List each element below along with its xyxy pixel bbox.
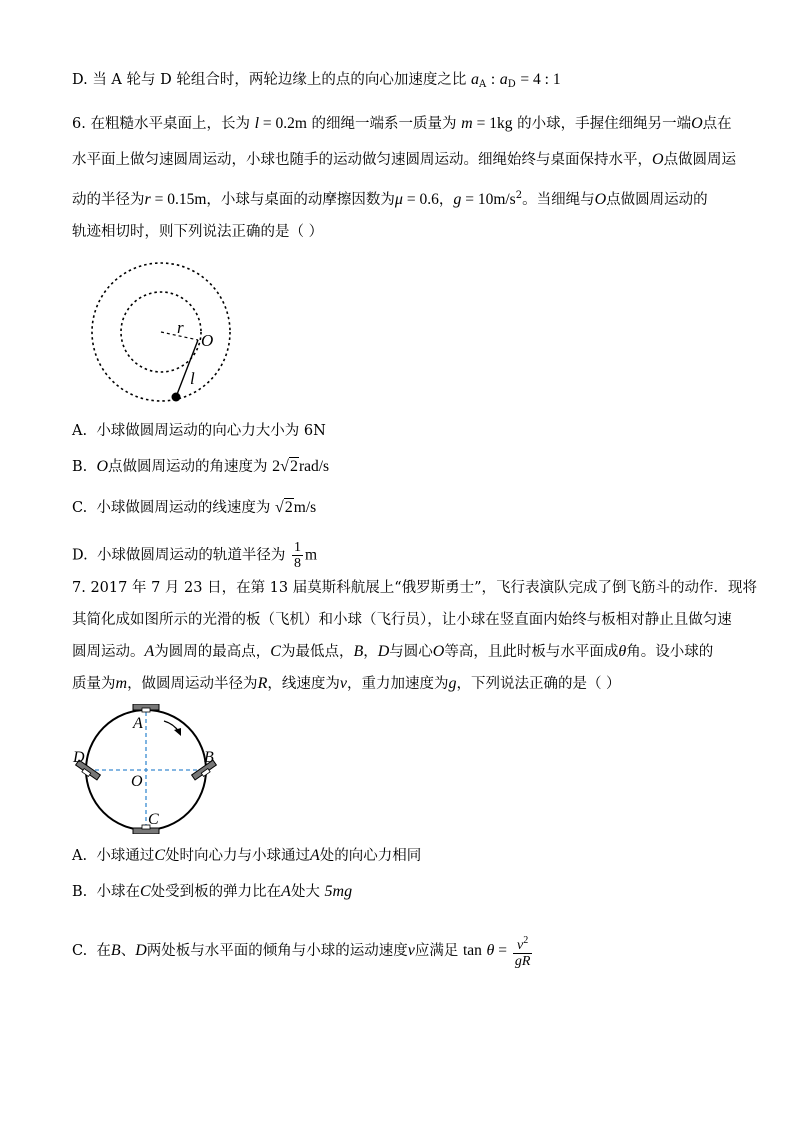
sqrt-expression: 2√2 xyxy=(272,458,298,475)
label-B: B xyxy=(204,749,214,766)
unit: m/s xyxy=(293,499,317,516)
unit: rad/s xyxy=(298,458,330,475)
value: = 10m/s xyxy=(461,191,516,208)
label-O: O xyxy=(131,773,143,790)
denominator: 8 xyxy=(294,556,302,571)
var-O: O xyxy=(432,643,445,660)
text: 7. 2017 年 7 月 23 日，在第 13 届莫斯科航展上“俄罗斯勇士”，飞行表演队完成了倒飞筋斗的动作．现将 xyxy=(72,580,758,596)
text: 应满足 xyxy=(414,943,459,959)
q7-option-c xyxy=(72,933,534,969)
var-m: m xyxy=(115,675,128,692)
text: 在 xyxy=(96,943,111,959)
text: 处大 xyxy=(290,884,320,900)
ratio-value: = 4 : 1 xyxy=(520,71,561,88)
text: 等高，且此时板与水平面成 xyxy=(444,644,619,660)
label-C: C xyxy=(148,811,159,828)
fraction xyxy=(513,933,533,969)
text: ，重力加速度为 xyxy=(346,676,449,692)
text: 小球通过 xyxy=(96,848,155,864)
text: 。当细绳与 xyxy=(522,192,595,208)
q6-option-c xyxy=(72,498,316,518)
q6-line-2 xyxy=(72,150,736,170)
option-label: A. xyxy=(72,848,88,864)
var-v: v xyxy=(407,942,415,959)
arrowhead-icon xyxy=(174,728,181,736)
text: ，线速度为 xyxy=(267,676,340,692)
var-O: O xyxy=(594,191,607,208)
q6-option-b xyxy=(72,457,329,477)
var-A: A xyxy=(281,883,291,900)
var-O: O xyxy=(652,151,664,168)
var-v: v xyxy=(339,675,347,692)
text: ，下列说法正确的是（ ） xyxy=(456,676,621,692)
q6-line-1 xyxy=(72,114,732,134)
label-D: D xyxy=(73,749,85,766)
text: 点做圆周运动的 xyxy=(606,192,708,208)
unit: m xyxy=(305,546,318,564)
text: ，做圆周运动半径为 xyxy=(127,676,258,692)
text: 、 xyxy=(120,943,136,959)
accel-symbol-d: a xyxy=(499,71,508,88)
q6-option-d xyxy=(72,540,317,571)
text: 两处板与水平面的倾角与小球的运动速度 xyxy=(146,943,408,959)
text: ， xyxy=(363,644,378,660)
option-label: A. xyxy=(72,423,88,439)
accel-symbol-a: a xyxy=(470,71,479,88)
var-C: C xyxy=(154,847,165,864)
text: 轨迹相切时，则下列说法正确的是（ ） xyxy=(72,224,324,240)
text: 为圆周的最高点， xyxy=(154,644,271,660)
text: 点在 xyxy=(702,116,732,132)
text: 质量为 xyxy=(72,676,116,692)
prev-option-d xyxy=(72,70,561,95)
superscript: 2 xyxy=(515,190,523,201)
option-text: 点做圆周运动的角速度为 xyxy=(108,459,268,475)
text: 其简化成如图所示的光滑的板（飞机）和小球（飞行员），让小球在竖直面内始终与板相对静止且做匀速 xyxy=(72,612,732,628)
radicand: 2 xyxy=(284,499,293,516)
q7-line-3 xyxy=(72,642,713,662)
text: 角。设小球的 xyxy=(626,644,714,660)
var-theta: θ xyxy=(618,643,627,660)
option-text: 小球做圆周运动的向心力大小为 6N xyxy=(96,423,326,439)
var-g: g xyxy=(453,191,462,208)
equals: = xyxy=(494,942,511,959)
var-O: O xyxy=(691,115,703,132)
text: 处受到板的弹力比在 xyxy=(150,884,282,900)
option-label: C. xyxy=(72,500,88,516)
subscript-a: A xyxy=(478,79,487,90)
superscript: 2 xyxy=(523,935,529,946)
var-D: D xyxy=(135,942,147,959)
var-theta: θ xyxy=(486,942,495,959)
q7-line-1 xyxy=(72,578,757,598)
text: 圆周运动。 xyxy=(72,644,145,660)
value-5mg: 5mg xyxy=(324,883,353,900)
ball xyxy=(172,393,181,402)
numerator: 1 xyxy=(294,540,302,555)
text: 6. 在粗糙水平桌面上，长为 xyxy=(72,116,250,132)
radicand: 2 xyxy=(289,458,298,475)
text: ， xyxy=(438,192,454,208)
text: 点做圆周运 xyxy=(663,152,737,168)
var-O: O xyxy=(96,458,109,475)
var-B: B xyxy=(353,643,364,660)
fraction xyxy=(292,540,303,571)
var-l: l xyxy=(254,115,260,132)
value: = 0.2m xyxy=(259,115,307,132)
label-O: O xyxy=(201,331,214,350)
var-A: A xyxy=(309,847,320,864)
subscript-d: D xyxy=(507,79,516,90)
option-label: C. xyxy=(72,943,88,959)
label-l: l xyxy=(190,369,195,388)
q7-option-b xyxy=(72,882,352,902)
text: 处的向心力相同 xyxy=(319,848,422,864)
q7-line-2 xyxy=(72,610,732,630)
label-r: r xyxy=(177,318,184,337)
label-A: A xyxy=(133,715,143,732)
var-A: A xyxy=(144,643,155,660)
tan-function: tan xyxy=(462,942,482,959)
option-label: D. xyxy=(72,547,88,564)
var-r: r xyxy=(144,191,151,208)
var-mu: μ xyxy=(394,191,403,208)
var-B: B xyxy=(110,942,121,959)
text: 处时向心力与小球通过 xyxy=(164,848,310,864)
q7-figure xyxy=(70,704,230,834)
option-text: 小球做圆周运动的线速度为 xyxy=(96,500,271,516)
q6-line-3 xyxy=(72,186,708,210)
q6-line-4 xyxy=(72,222,323,242)
var-m: m xyxy=(461,115,473,132)
sqrt-expression: √2 xyxy=(275,499,293,516)
var-g: g xyxy=(448,675,457,692)
numerator xyxy=(513,933,533,954)
var-gR: gR xyxy=(514,954,531,969)
text: 水平面上做匀速圆周运动，小球也随手的运动做匀速圆周运动。细绳始终与桌面保持水平， xyxy=(72,152,652,168)
q7-option-a xyxy=(72,846,421,866)
denominator xyxy=(513,954,533,969)
var-R: R xyxy=(257,675,268,692)
q7-line-4 xyxy=(72,674,621,694)
option-text: 小球做圆周运动的轨道半径为 xyxy=(96,547,286,564)
q6-figure xyxy=(85,262,245,407)
text: 的细绳一端系一质量为 xyxy=(306,116,457,132)
text: ，小球与桌面的动摩擦因数为 xyxy=(206,192,395,208)
option-label: B. xyxy=(72,884,88,900)
var-D: D xyxy=(377,643,390,660)
q6-option-a xyxy=(72,421,326,441)
option-label: D. xyxy=(72,72,88,88)
text: 与圆心 xyxy=(389,644,433,660)
coefficient: 2 xyxy=(272,458,281,475)
var-C: C xyxy=(139,883,151,900)
text: 的小球，手握住细绳另一端 xyxy=(512,116,692,132)
text: 动的半径为 xyxy=(72,192,145,208)
value: = 1kg xyxy=(472,115,513,132)
option-label: B. xyxy=(72,459,88,475)
ratio-separator: : xyxy=(490,71,496,88)
value: = 0.6 xyxy=(402,191,439,208)
var-C: C xyxy=(270,643,281,660)
text: 为最低点， xyxy=(280,644,354,660)
option-text: 当 A 轮与 D 轮组合时，两轮边缘上的点的向心加速度之比 xyxy=(92,72,467,88)
text: 小球在 xyxy=(96,884,140,900)
value: = 0.15m xyxy=(150,191,207,208)
var-v: v xyxy=(517,938,524,953)
